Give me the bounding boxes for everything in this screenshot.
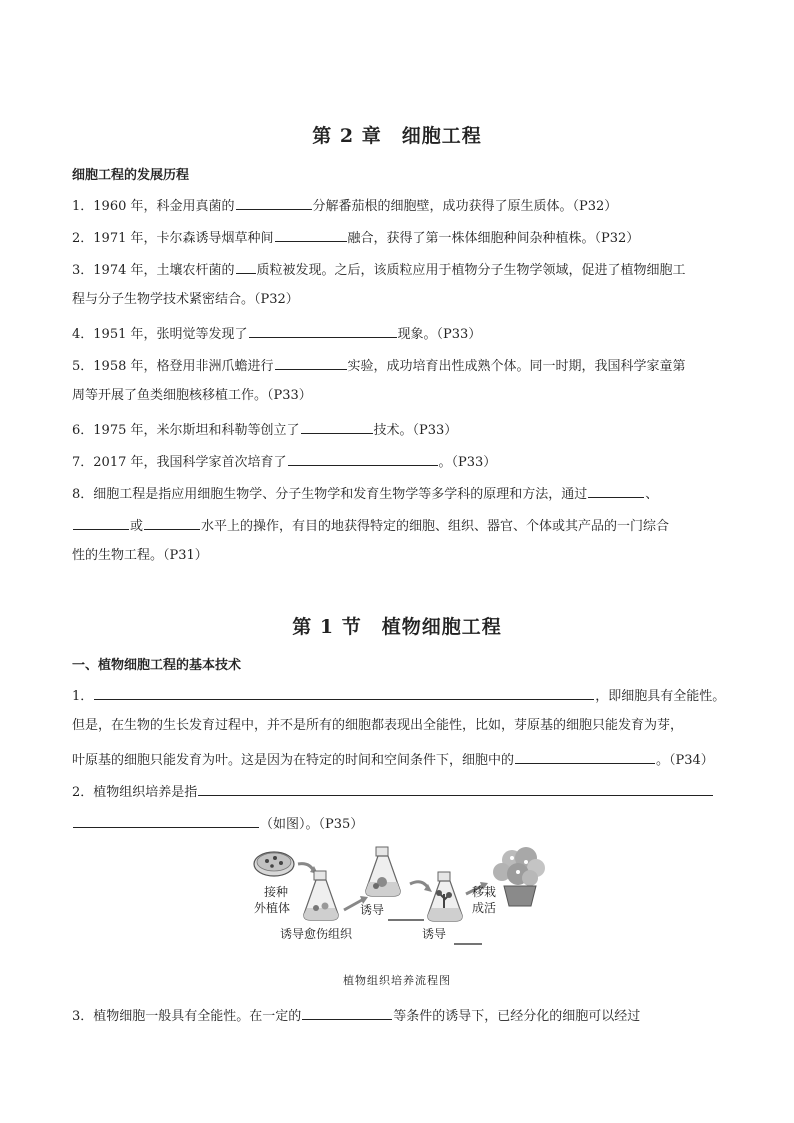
figure-label-transplant: 移栽 [472, 885, 497, 899]
basic-q3 [72, 1006, 640, 1025]
item-2-text-end: 融合，获得了第一株体细胞种间杂种植株。（P32） [347, 231, 640, 246]
basic-q2 [72, 782, 714, 801]
item-5-text: 5．1958 年，格登用非洲爪蟾进行 [72, 359, 274, 374]
fill-blank[interactable] [515, 750, 655, 764]
figure-label-inoculate: 接种 [264, 885, 289, 899]
figure-label-explant: 外植体 [254, 901, 291, 915]
basic-q1 [72, 686, 725, 705]
fill-blank[interactable] [236, 196, 312, 210]
history-item-1 [72, 196, 617, 215]
item-4-text: 4．1951 年，张明觉等发现了 [72, 327, 248, 342]
fill-blank[interactable] [301, 420, 373, 434]
item-3-text: 3．1974 年，土壤农杆菌的 [72, 263, 235, 278]
fill-blank[interactable] [275, 228, 347, 242]
basic-q1-line3 [72, 750, 714, 769]
item-8-text-end: 水平上的操作，有目的地获得特定的细胞、组织、器官、个体或其产品的一门综合 [201, 519, 670, 534]
item-1-text: 1．1960 年，科金用真菌的 [72, 199, 235, 214]
item-8-separator: 、 [645, 487, 659, 502]
item-7-text: 7．2017 年，我国科学家首次培育了 [72, 455, 287, 470]
fill-blank[interactable] [144, 516, 200, 530]
q2-text-end: （如图）。（P35） [260, 817, 364, 832]
history-item-4 [72, 324, 481, 343]
q1-text-end: ，即细胞具有全能性。 [595, 689, 726, 704]
basic-q1-line2: 但是，在生物的生长发育过程中，并不是所有的细胞都表现出全能性，比如，芽原基的细胞只能发育为芽， [72, 718, 684, 733]
history-heading: 细胞工程的发展历程 [72, 168, 190, 183]
history-item-8-cont: 性的生物工程。（P31） [72, 548, 208, 563]
figure-label-callus: 诱导愈伤组织 [280, 927, 353, 941]
item-6-text: 6．1975 年，米尔斯坦和科勒等创立了 [72, 423, 300, 438]
history-item-3-cont: 程与分子生物学技术紧密结合。（P32） [72, 292, 299, 307]
chapter-title: 第 2 章 细胞工程 [312, 125, 482, 147]
history-item-5 [72, 356, 686, 375]
fill-blank[interactable] [73, 814, 259, 828]
figure-label-survive: 成活 [472, 901, 497, 915]
q3-text-end: 等条件的诱导下，已经分化的细胞可以经过 [393, 1009, 641, 1024]
fill-blank[interactable] [288, 452, 438, 466]
q3-text: 3．植物细胞一般具有全能性。在一定的 [72, 1009, 302, 1024]
fill-blank[interactable] [275, 356, 347, 370]
history-item-2 [72, 228, 639, 247]
item-8-text: 8．细胞工程是指应用细胞生物学、分子生物学和发育生物学等多学科的原理和方法，通过 [72, 487, 588, 502]
section-title: 第 1 节 植物细胞工程 [292, 616, 502, 638]
petri-dish-icon [254, 852, 294, 876]
tissue-culture-diagram [250, 842, 550, 954]
fill-blank[interactable] [236, 260, 256, 274]
basic-q2-line2 [72, 814, 363, 833]
q1-number: 1． [72, 689, 94, 704]
figure-label-induce-1: 诱导 [360, 903, 385, 917]
arrow-icon [410, 882, 428, 888]
tissue-culture-figure [250, 842, 550, 954]
fill-blank[interactable] [302, 1006, 392, 1020]
q1-line3-text: 叶原基的细胞只能发育为叶。这是因为在特定的时间和空间条件下，细胞中的 [72, 753, 515, 768]
item-1-text-end: 分解番茄根的细胞壁，成功获得了原生质体。（P32） [312, 199, 618, 214]
fill-blank[interactable] [198, 782, 713, 796]
basic-heading: 一、植物细胞工程的基本技术 [72, 658, 242, 673]
q1-line3-end: 。（P34） [656, 753, 714, 768]
flask-1-icon [304, 871, 338, 920]
figure-label-induce-2: 诱导 [422, 927, 447, 941]
item-5-text-end: 实验，成功培育出性成熟个体。同一时期，我国科学家童第 [347, 359, 686, 374]
potted-plant-icon [493, 847, 545, 906]
history-item-6 [72, 420, 457, 439]
q2-text: 2．植物组织培养是指 [72, 785, 198, 800]
fill-blank[interactable] [588, 484, 644, 498]
flask-3-icon [428, 872, 462, 921]
item-2-text: 2．1971 年，卡尔森诱导烟草种间 [72, 231, 274, 246]
flask-2-icon [366, 847, 400, 896]
history-item-3 [72, 260, 686, 279]
fill-blank[interactable] [249, 324, 397, 338]
history-item-8 [72, 484, 658, 503]
item-3-text-end: 质粒被发现。之后，该质粒应用于植物分子生物学领域，促进了植物细胞工 [256, 263, 686, 278]
item-6-text-end: 技术。（P33） [373, 423, 458, 438]
item-7-text-end: 。（P33） [438, 455, 497, 470]
fill-blank[interactable] [73, 516, 129, 530]
history-item-7 [72, 452, 496, 471]
history-item-5-cont: 周等开展了鱼类细胞核移植工作。（P33） [72, 388, 312, 403]
fill-blank[interactable] [94, 686, 594, 700]
item-8-or: 或 [130, 519, 144, 534]
figure-caption: 植物组织培养流程图 [343, 974, 451, 987]
history-item-8-line2 [72, 516, 669, 535]
item-4-text-end: 现象。（P33） [397, 327, 482, 342]
